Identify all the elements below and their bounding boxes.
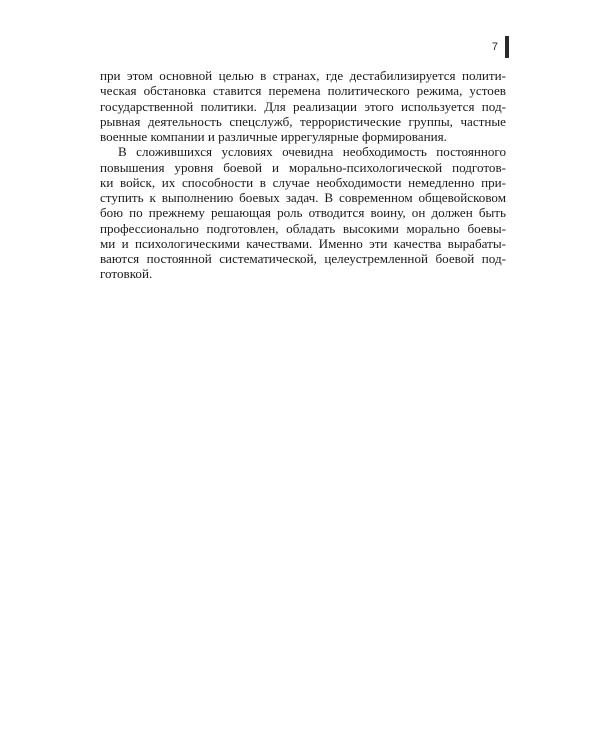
text-line: ческая обстановка ставится перемена политического режима, устоев [100, 83, 506, 99]
text-line: готовкой. [100, 266, 153, 282]
text-line: ваются постоянной систематической, целеустремленной боевой под- [100, 251, 506, 266]
paragraph [100, 68, 506, 144]
text-line: при этом основной целью в странах, где дестабилизируется полити- [100, 68, 506, 83]
text-line: военные компании и различные иррегулярные формирования. [100, 129, 447, 144]
page-header [492, 36, 509, 58]
paragraph [100, 144, 506, 281]
text-line: ми и психологическими качествами. Именно эти качества вырабаты- [100, 235, 506, 251]
text-line: В сложившихся условиях очевидна необходимость постоянного [118, 144, 506, 160]
text-line: государственной политики. Для реализации этого используется под- [100, 98, 506, 114]
text-line: рывная деятельность спецслужб, террористические группы, частные [100, 113, 506, 129]
page-number: 7 [491, 40, 498, 53]
body-text [100, 68, 506, 282]
text-line: ки войск, их способности в случае необходимости немедленно при- [100, 174, 506, 190]
text-line: профессионально подготовлен, обладать высокими морально боевы- [100, 220, 506, 236]
text-line: ступить к выполнению боевых задач. В современном общевойсковом [100, 190, 506, 205]
page-number-bar [505, 36, 509, 58]
text-line: бою по прежнему решающая роль отводится воину, он должен быть [100, 205, 506, 221]
text-line: повышения уровня боевой и морально-психологической подготов- [100, 159, 506, 175]
